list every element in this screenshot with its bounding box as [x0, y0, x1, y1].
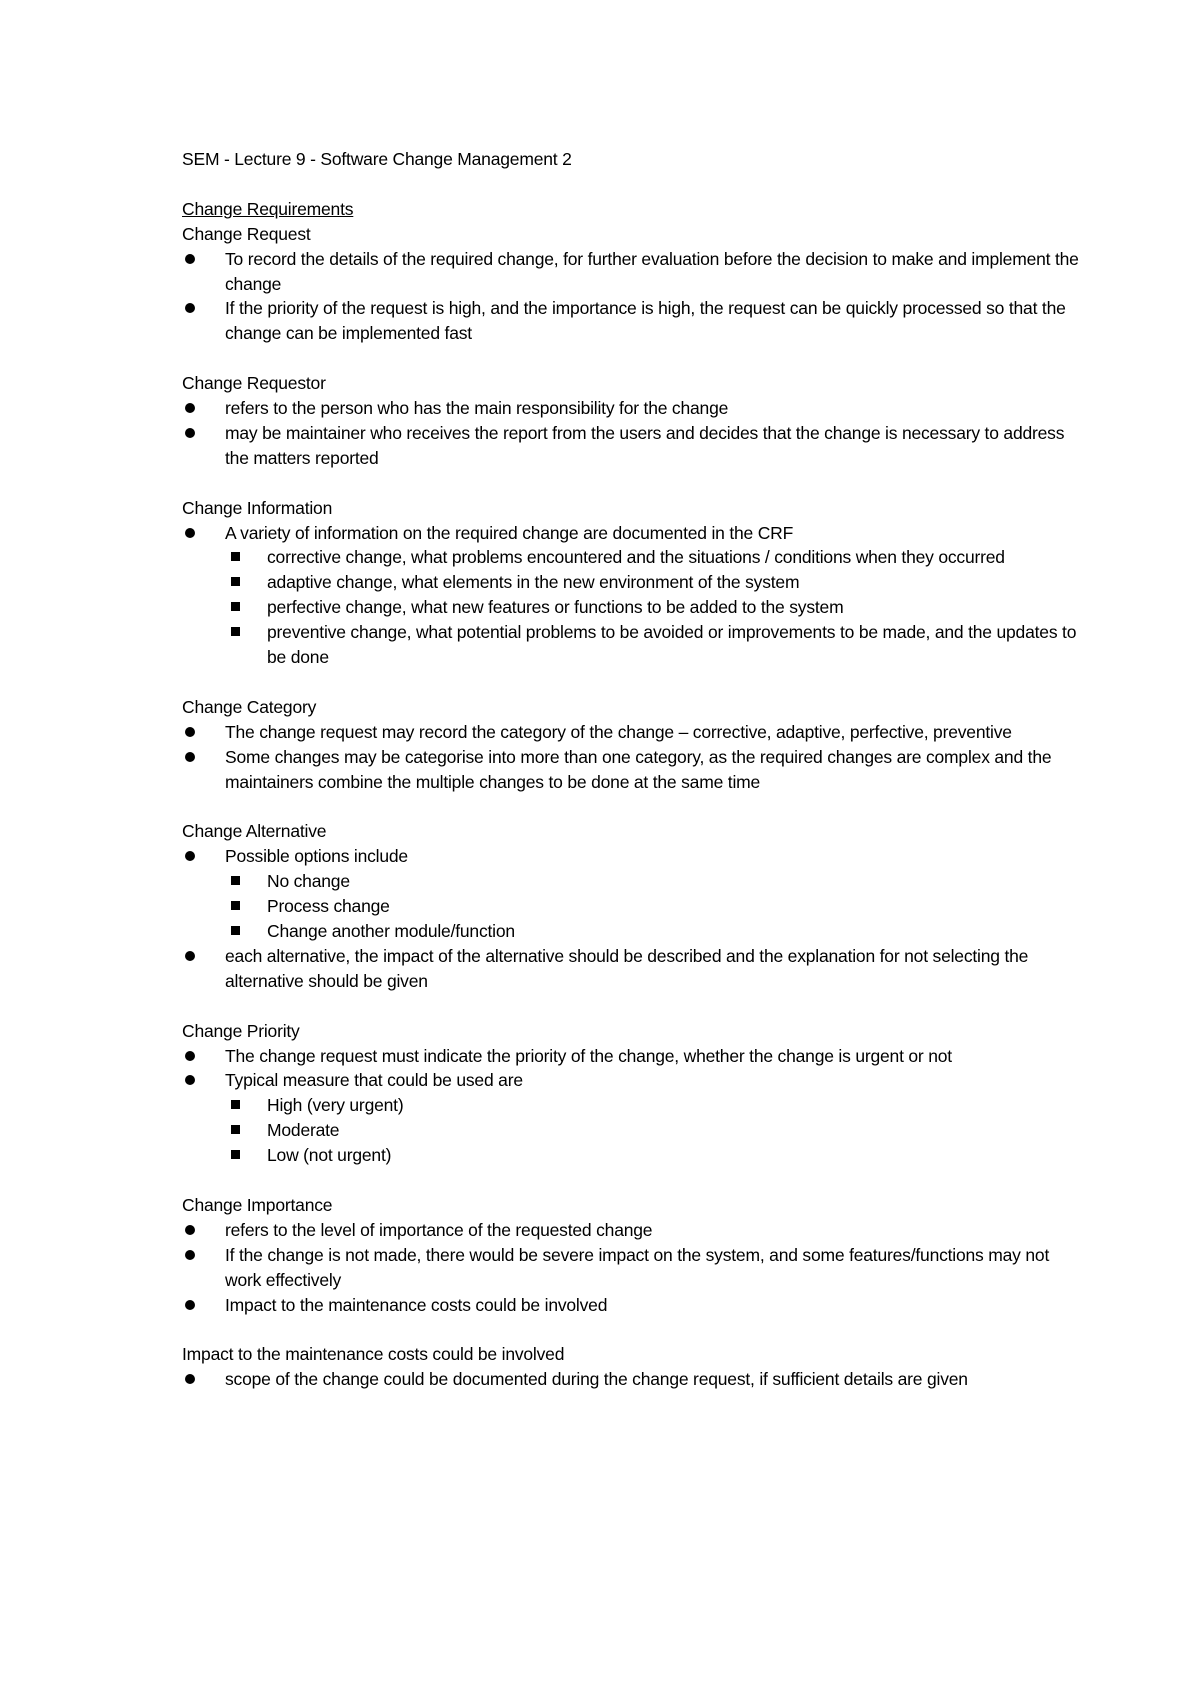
list-item	[182, 745, 1082, 795]
subsection	[182, 819, 1082, 993]
list-item-text: If the change is not made, there would be severe impact on the system, and some features/functions may not work effectively	[225, 1244, 1050, 1290]
subsection	[182, 371, 1082, 471]
document-title: SEM - Lecture 9 - Software Change Management 2	[182, 149, 572, 169]
bullet-dot-icon	[185, 1225, 195, 1235]
list-item	[182, 844, 1082, 944]
subsection-heading: Change Importance	[182, 1194, 333, 1215]
sub-list-item-text: High (very urgent)	[267, 1095, 404, 1116]
list-item-text: The change request must indicate the priority of the change, whether the change is urgent or not	[225, 1045, 952, 1066]
bullet-dot-icon	[185, 303, 195, 313]
sub-list-item	[225, 1143, 1082, 1168]
sub-list-item-text: Low (not urgent)	[267, 1145, 392, 1166]
bullet-dot-icon	[185, 528, 195, 538]
bullet-square-icon	[231, 552, 240, 561]
list-item-text: Some changes may be categorise into more than one category, as the required changes are complex and the maintainers combine the multiple changes to be done at the same time	[225, 746, 1052, 792]
subsection-heading: Change Requestor	[182, 373, 326, 394]
list-item-text: Typical measure that could be used are	[225, 1070, 523, 1091]
bullet-dot-icon	[185, 851, 195, 861]
subsection-heading: Impact to the maintenance costs could be involved	[182, 1344, 565, 1365]
list-item	[182, 720, 1082, 745]
list-item-text: Impact to the maintenance costs could be involved	[225, 1294, 608, 1315]
sub-list-item-text: Process change	[267, 896, 390, 917]
list-item	[182, 521, 1082, 670]
bullet-square-icon	[231, 926, 240, 935]
section-heading: Change Requirements	[182, 198, 354, 219]
subsection-heading: Change Information	[182, 497, 333, 518]
subsection	[182, 222, 1082, 347]
subsection	[182, 1019, 1082, 1168]
list-item-text: If the priority of the request is high, and the importance is high, the request can be quickly processed so that the change can be implemented fast	[225, 298, 1066, 344]
bullet-list	[182, 247, 1082, 347]
bullet-list	[182, 1218, 1082, 1318]
list-item-text: scope of the change could be documented during the change request, if sufficient details are given	[225, 1369, 968, 1390]
subsection-heading: Change Request	[182, 223, 311, 244]
subsections-container	[182, 222, 1082, 1392]
bullet-list	[182, 396, 1082, 471]
bullet-list	[182, 720, 1082, 795]
bullet-dot-icon	[185, 1374, 195, 1384]
subsection-heading: Change Alternative	[182, 821, 327, 842]
sub-list-item	[225, 1093, 1082, 1118]
bullet-dot-icon	[185, 1051, 195, 1061]
sub-list-item	[225, 894, 1082, 919]
bullet-dot-icon	[185, 752, 195, 762]
list-item	[182, 944, 1082, 994]
sub-list-item-text: Change another module/function	[267, 921, 515, 942]
list-item	[182, 396, 1082, 421]
list-item-text: refers to the person who has the main responsibility for the change	[225, 398, 729, 419]
bullet-square-icon	[231, 577, 240, 586]
sub-bullet-list	[225, 869, 1082, 944]
subsection	[182, 496, 1082, 670]
bullet-list	[182, 521, 1082, 670]
bullet-square-icon	[231, 1125, 240, 1134]
document-page	[182, 147, 1082, 1392]
bullet-dot-icon	[185, 1300, 195, 1310]
bullet-dot-icon	[185, 403, 195, 413]
sub-list-item-text: corrective change, what problems encountered and the situations / conditions when they occurred	[267, 547, 1005, 568]
bullet-dot-icon	[185, 254, 195, 264]
bullet-dot-icon	[185, 727, 195, 737]
list-item-text: each alternative, the impact of the alternative should be described and the explanation for not selecting the alternative should be given	[225, 945, 1029, 991]
sub-bullet-list	[225, 1093, 1082, 1168]
list-item-text: Possible options include	[225, 846, 408, 867]
sub-bullet-list	[225, 545, 1082, 670]
bullet-square-icon	[231, 901, 240, 910]
list-item	[182, 1218, 1082, 1243]
sub-list-item	[225, 869, 1082, 894]
list-item	[182, 247, 1082, 297]
list-item	[182, 296, 1082, 346]
sub-list-item-text: perfective change, what new features or functions to be added to the system	[267, 597, 844, 618]
subsection-heading: Change Category	[182, 696, 317, 717]
list-item	[182, 1243, 1082, 1293]
bullet-square-icon	[231, 627, 240, 636]
list-item-text: The change request may record the category of the change – corrective, adaptive, perfective, preventive	[225, 721, 1012, 742]
bullet-dot-icon	[185, 951, 195, 961]
sub-list-item	[225, 919, 1082, 944]
sub-list-item	[225, 620, 1082, 670]
list-item-text: A variety of information on the required change are documented in the CRF	[225, 522, 794, 543]
bullet-list	[182, 1367, 1082, 1392]
sub-list-item	[225, 595, 1082, 620]
bullet-dot-icon	[185, 1250, 195, 1260]
sub-list-item	[225, 545, 1082, 570]
list-item	[182, 1367, 1082, 1392]
bullet-list	[182, 1044, 1082, 1169]
sub-list-item	[225, 570, 1082, 595]
bullet-dot-icon	[185, 428, 195, 438]
sub-list-item-text: adaptive change, what elements in the new environment of the system	[267, 572, 800, 593]
list-item-text: may be maintainer who receives the report from the users and decides that the change is necessary to address the matters reported	[225, 422, 1065, 468]
list-item	[182, 421, 1082, 471]
bullet-square-icon	[231, 1150, 240, 1159]
list-item-text: To record the details of the required change, for further evaluation before the decision to make and implement the change	[225, 248, 1079, 294]
bullet-square-icon	[231, 876, 240, 885]
list-item-text: refers to the level of importance of the requested change	[225, 1219, 653, 1240]
sub-list-item-text: preventive change, what potential problems to be avoided or improvements to be made, and the updates to be done	[267, 622, 1077, 668]
subsection	[182, 695, 1082, 795]
bullet-square-icon	[231, 1100, 240, 1109]
subsection	[182, 1342, 1082, 1392]
sub-list-item	[225, 1118, 1082, 1143]
subsection	[182, 1193, 1082, 1318]
list-item	[182, 1293, 1082, 1318]
bullet-list	[182, 844, 1082, 993]
sub-list-item-text: Moderate	[267, 1120, 340, 1141]
list-item	[182, 1044, 1082, 1069]
list-item	[182, 1068, 1082, 1168]
sub-list-item-text: No change	[267, 871, 350, 892]
bullet-square-icon	[231, 602, 240, 611]
subsection-heading: Change Priority	[182, 1020, 300, 1041]
bullet-dot-icon	[185, 1075, 195, 1085]
